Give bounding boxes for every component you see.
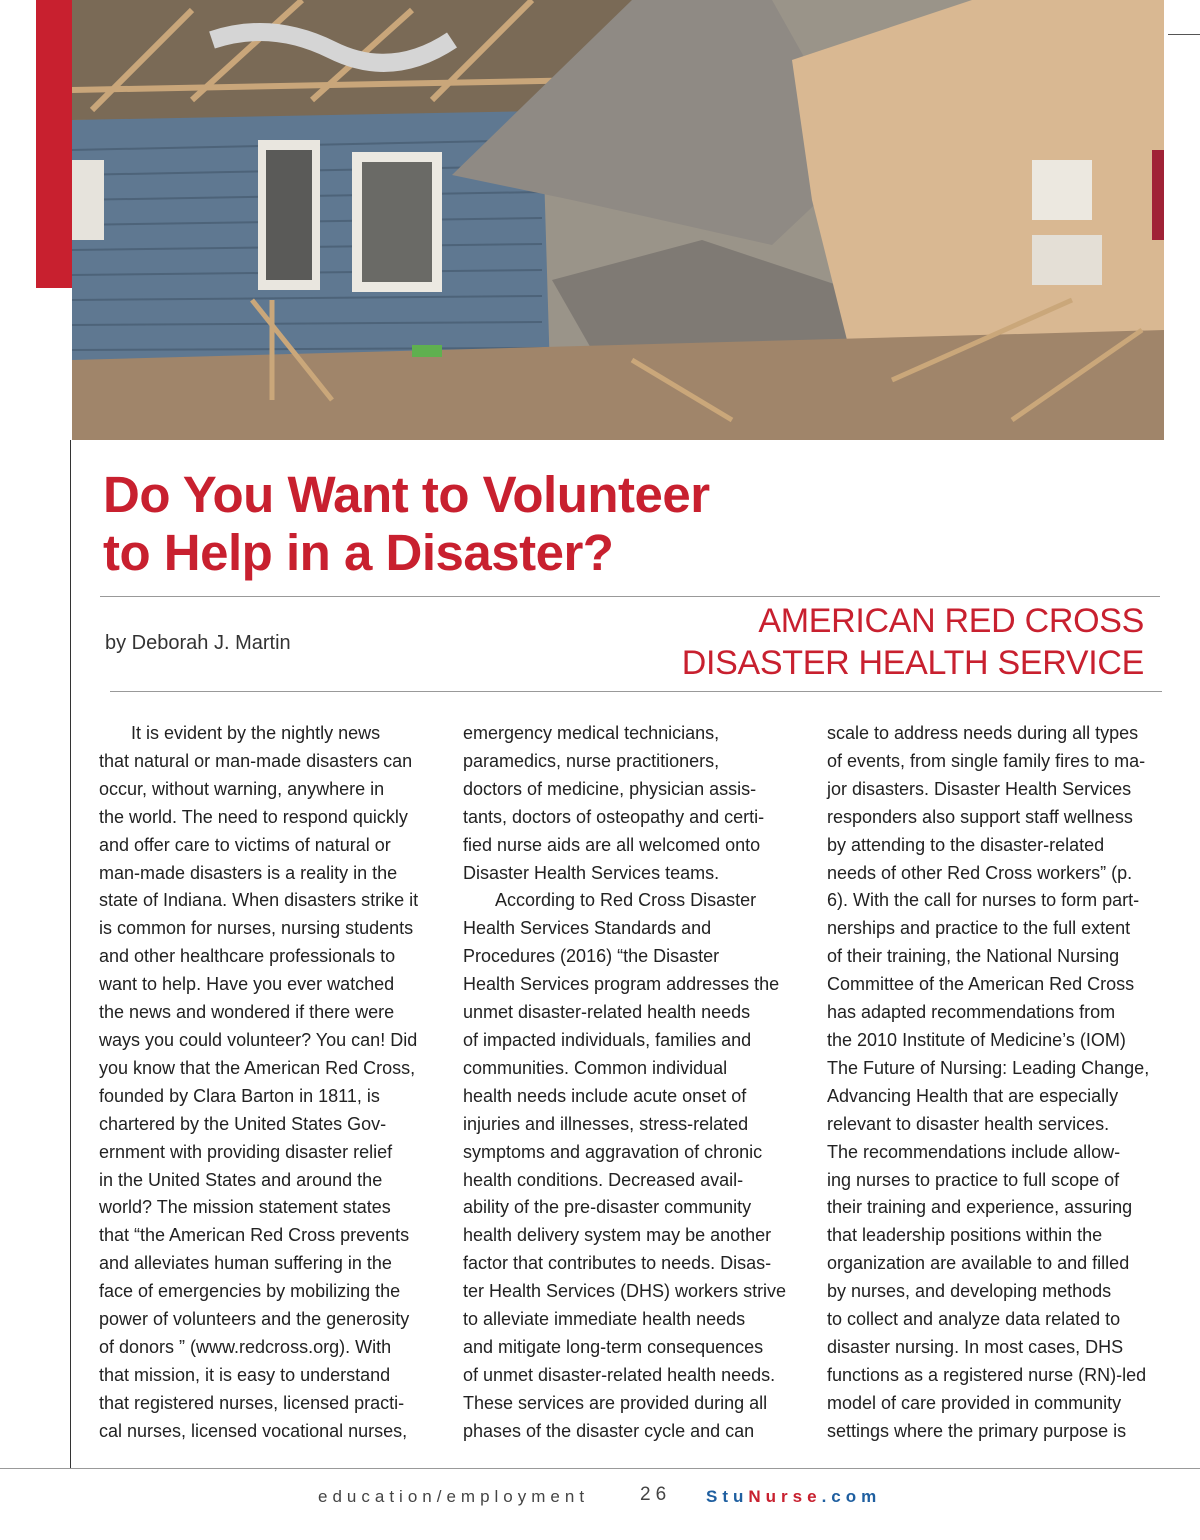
text-line: the world. The need to respond quickly (99, 806, 408, 827)
text-line: cal nurses, licensed vocational nurses, (99, 1420, 408, 1441)
header-divider-top (100, 596, 1160, 597)
text-line: responders also support staff wellness (827, 806, 1133, 827)
text-line: ernment with providing disaster relief (99, 1141, 393, 1162)
text-line: power of volunteers and the generosity (99, 1309, 410, 1330)
text-line: It is evident by the nightly news (131, 723, 381, 743)
text-line: and alleviates human suffering in the (99, 1253, 392, 1274)
text-line: to alleviate immediate health needs (463, 1309, 746, 1330)
text-line: and offer care to victims of natural or (99, 834, 391, 855)
damaged-house-photo-icon (72, 0, 1164, 440)
text-line: phases of the disaster cycle and can (463, 1420, 755, 1441)
text-line: to collect and analyze data related to (827, 1309, 1121, 1330)
article-title (103, 466, 903, 582)
text-line: occur, without warning, anywhere in (99, 778, 385, 799)
text-line: you know that the American Red Cross, (99, 1057, 416, 1078)
text-line: injuries and illnesses, stress-related (463, 1113, 749, 1134)
text-line: Committee of the American Red Cross (827, 974, 1135, 995)
page-number: 26 (640, 1484, 672, 1505)
text-line: is common for nurses, nursing students (99, 918, 414, 939)
text-line: jor disasters. Disaster Health Services (827, 778, 1132, 799)
text-line: that “the American Red Cross prevents (99, 1225, 410, 1246)
footer-brand (706, 1487, 881, 1507)
text-line: nerships and practice to the full extent (827, 918, 1131, 939)
text-line: that registered nurses, licensed practi- (99, 1392, 405, 1413)
text-line: disaster nursing. In most cases, DHS (827, 1336, 1124, 1357)
organization-line: AMERICAN RED CROSS (758, 602, 1144, 640)
text-line: of events, from single family fires to ma- (827, 750, 1146, 771)
text-line: world? The mission statement states (99, 1197, 391, 1218)
hero-photo (72, 0, 1164, 440)
text-line: that natural or man-made disasters can (99, 750, 413, 771)
text-line: of impacted individuals, families and (463, 1029, 752, 1050)
text-line: model of care provided in community (827, 1392, 1122, 1413)
text-line: communities. Common individual (463, 1057, 728, 1078)
text-line: state of Indiana. When disasters strike it (99, 890, 419, 911)
text-line: Advancing Health that are especially (827, 1085, 1119, 1106)
accent-bar (36, 0, 72, 288)
text-line: emergency medical technicians, (463, 723, 720, 743)
text-line: needs of other Red Cross workers” (p. (827, 862, 1133, 883)
text-line: has adapted recommendations from (827, 1002, 1116, 1023)
text-line: and mitigate long-term consequences (463, 1336, 764, 1357)
top-divider (1168, 34, 1200, 35)
text-line: in the United States and around the (99, 1169, 383, 1190)
text-line: of donors ” (www.redcross.org). With (99, 1336, 392, 1357)
text-line: ter Health Services (DHS) workers strive (463, 1281, 787, 1302)
text-line: of their training, the National Nursing (827, 946, 1120, 967)
text-line: of unmet disaster-related health needs. (463, 1364, 776, 1385)
text-line: ing nurses to practice to full scope of (827, 1169, 1120, 1190)
text-line: and other healthcare professionals to (99, 946, 396, 967)
text-line: According to Red Cross Disaster (495, 890, 757, 911)
text-line: Health Services Standards and (463, 918, 712, 939)
text-line: the 2010 Institute of Medicine’s (IOM) (827, 1029, 1126, 1050)
text-line: ability of the pre-disaster community (463, 1197, 752, 1218)
brand-stu: Stu (706, 1487, 749, 1506)
text-line: These services are provided during all (463, 1392, 768, 1413)
footer-divider (0, 1468, 1200, 1469)
text-line: settings where the primary purpose is (827, 1420, 1127, 1441)
text-line: factor that contributes to needs. Disas- (463, 1253, 772, 1274)
text-line: 6). With the call for nurses to form part- (827, 890, 1140, 911)
text-line: their training and experience, assuring (827, 1197, 1133, 1218)
text-line: paramedics, nurse practitioners, (463, 750, 720, 771)
text-line: The recommendations include allow- (827, 1141, 1121, 1162)
text-line: health delivery system may be another (463, 1225, 772, 1246)
text-line: chartered by the United States Gov- (99, 1113, 387, 1134)
left-divider (70, 440, 71, 1468)
text-column-1 (99, 720, 431, 1446)
organization-line: DISASTER HEALTH SERVICE (681, 644, 1144, 682)
text-column-3 (827, 720, 1159, 1446)
text-line: face of emergencies by mobilizing the (99, 1281, 401, 1302)
text-column-2 (463, 720, 795, 1446)
text-line: by attending to the disaster-related (827, 834, 1105, 855)
text-line: by nurses, and developing methods (827, 1281, 1112, 1302)
text-line: Health Services program addresses the (463, 974, 780, 995)
brand-nurse: Nurse (748, 1487, 822, 1506)
text-line: health needs include acute onset of (463, 1085, 747, 1106)
text-line: that mission, it is easy to understand (99, 1364, 391, 1385)
text-line: unmet disaster-related health needs (463, 1002, 751, 1023)
text-line: fied nurse aids are all welcomed onto (463, 834, 761, 855)
text-line: scale to address needs during all types (827, 723, 1139, 743)
article-title-line: Do You Want to Volunteer (103, 466, 710, 523)
text-line: relevant to disaster health services. (827, 1113, 1110, 1134)
text-line: ways you could volunteer? You can! Did (99, 1029, 418, 1050)
text-line: organization are available to and filled (827, 1253, 1130, 1274)
text-line: doctors of medicine, physician assis- (463, 778, 757, 799)
text-line: health conditions. Decreased avail- (463, 1169, 744, 1190)
text-line: founded by Clara Barton in 1811, is (99, 1085, 380, 1106)
text-line: that leadership positions within the (827, 1225, 1103, 1246)
text-line: The Future of Nursing: Leading Change, (827, 1057, 1150, 1078)
brand-com: .com (821, 1487, 882, 1506)
text-line: Disaster Health Services teams. (463, 862, 720, 883)
text-line: symptoms and aggravation of chronic (463, 1141, 763, 1162)
text-line: man-made disasters is a reality in the (99, 862, 398, 883)
header-divider-bottom (110, 691, 1162, 692)
text-line: tants, doctors of osteopathy and certi- (463, 806, 765, 827)
text-line: want to help. Have you ever watched (99, 974, 395, 995)
article-title-line: to Help in a Disaster? (103, 524, 614, 581)
footer-section-label: education/employment (318, 1487, 590, 1506)
text-line: the news and wondered if there were (99, 1002, 395, 1023)
text-line: functions as a registered nurse (RN)-led (827, 1364, 1147, 1385)
byline: by Deborah J. Martin (105, 632, 291, 654)
text-line: Procedures (2016) “the Disaster (463, 946, 720, 967)
organization-heading (682, 600, 1144, 684)
